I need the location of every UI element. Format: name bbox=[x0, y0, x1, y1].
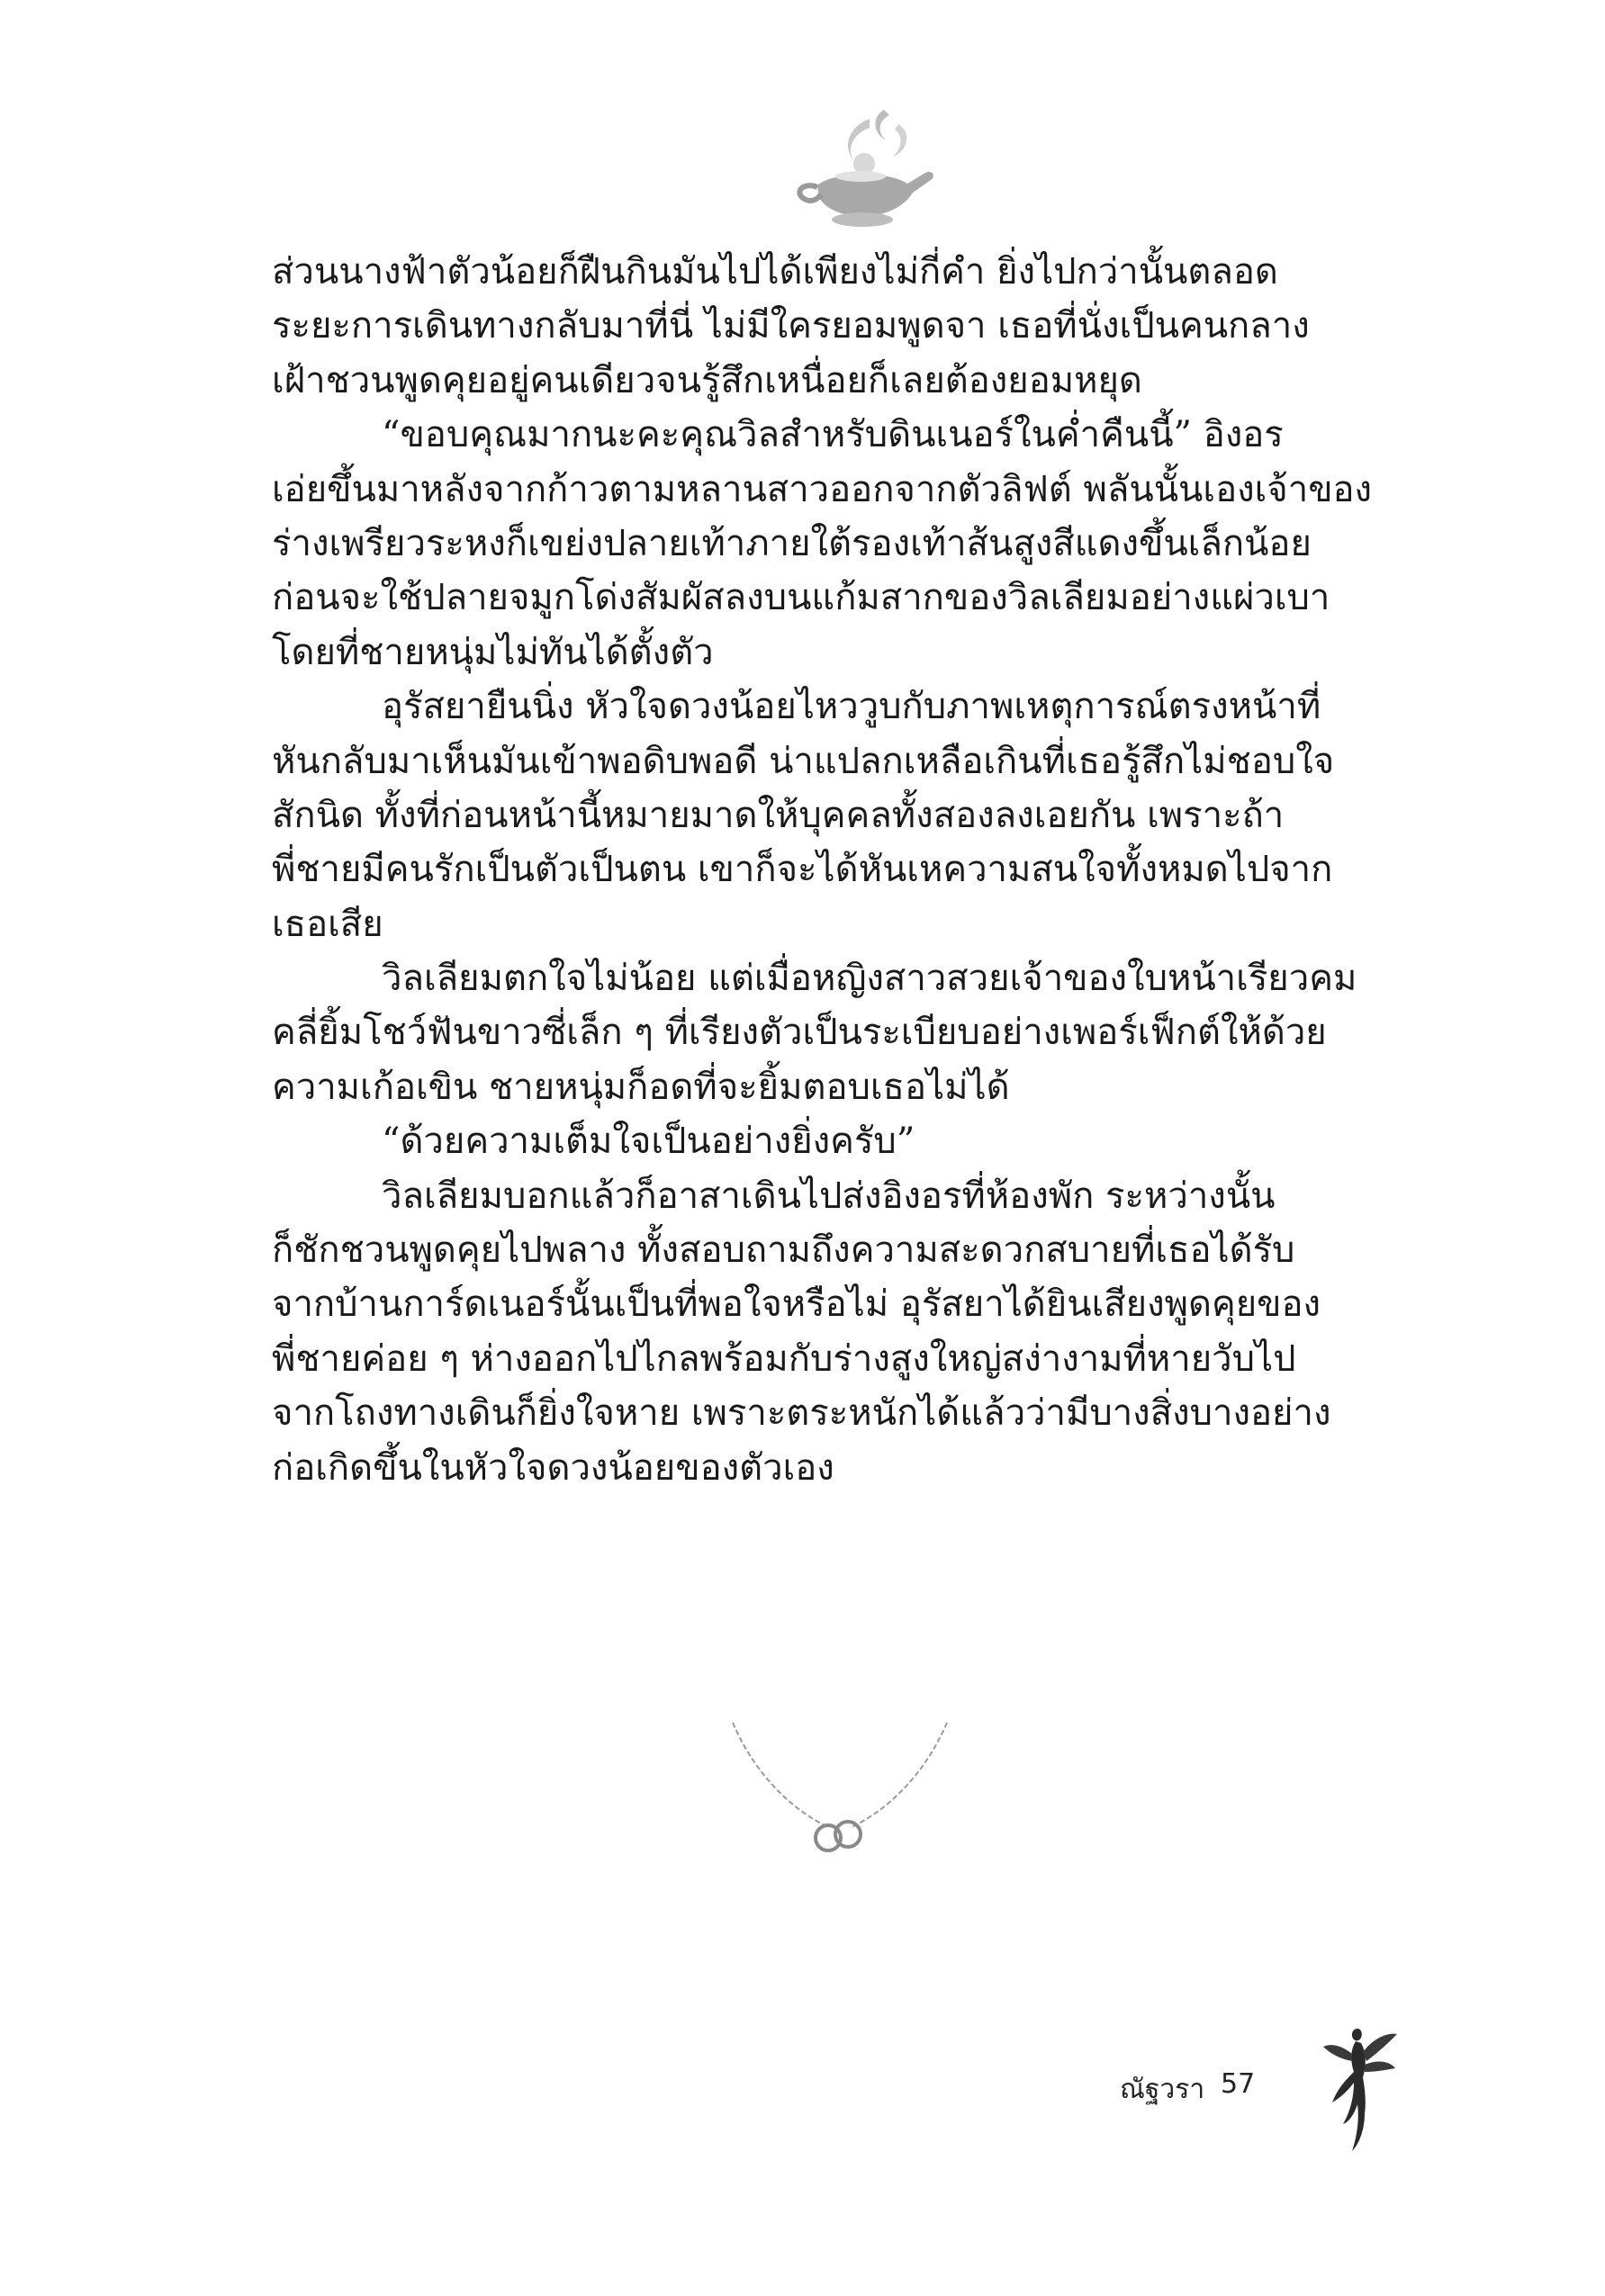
text-line: อุรัสยายืนนิ่ง หัวใจดวงน้อยไหววูบกับภาพเหตุการณ์ตรงหน้าที่ bbox=[382, 686, 1321, 728]
text-line: วิลเลียมตกใจไม่น้อย แต่เมื่อหญิงสาวสวยเจ้าของใบหน้าเรียวคม bbox=[382, 958, 1357, 1000]
text-line: พี่ชายค่อย ๆ ห่างออกไปไกลพร้อมกับร่างสูงใหญ่สง่างามที่หายวับไป bbox=[272, 1337, 1296, 1380]
text-line: “ขอบคุณมากนะคะคุณวิลสำหรับดินเนอร์ในค่ำคืนนี้” อิงอร bbox=[382, 414, 1284, 456]
text-line: จากโถงทางเดินก็ยิ่งใจหาย เพราะตระหนักได้แล้วว่ามีบางสิ่งบางอย่าง bbox=[272, 1392, 1331, 1435]
text-line: เฝ้าชวนพูดคุยอยู่คนเดียวจนรู้สึกเหนื่อยก็เลยต้องยอมหยุด bbox=[272, 359, 1142, 401]
text-line: ก็ชักชวนพูดคุยไปพลาง ทั้งสอบถามถึงความสะดวกสบายที่เธอได้รับ bbox=[272, 1229, 1295, 1272]
genie-lamp-icon bbox=[781, 101, 943, 236]
text-line: ก่อนจะใช้ปลายจมูกโด่งสัมผัสลงบนแก้มสากของวิลเลียมอย่างแผ่วเบา bbox=[272, 577, 1330, 619]
text-line: พี่ชายมีคนรักเป็นตัวเป็นตน เขาก็จะได้หันเหความสนใจทั้งหมดไปจาก bbox=[272, 849, 1333, 891]
text-line: คลี่ยิ้มโชว์ฟันขาวซี่เล็ก ๆ ที่เรียงตัวเป็นระเบียบอย่างเพอร์เฟ็กต์ให้ด้วย bbox=[272, 1012, 1327, 1054]
text-line: เธอเสีย bbox=[272, 903, 383, 945]
text-line: สักนิด ทั้งที่ก่อนหน้านี้หมายมาดให้บุคคลทั้งสองลงเอยกัน เพราะถ้า bbox=[272, 794, 1285, 836]
fairy-silhouette-icon bbox=[1311, 2025, 1401, 2160]
text-line: ร่างเพรียวระหงก็เขย่งปลายเท้าภายใต้รองเท้าส้นสูงสีแดงขึ้นเล็กน้อย bbox=[272, 522, 1312, 564]
text-line: ความเก้อเขิน ชายหนุ่มก็อดที่จะยิ้มตอบเธอไม่ได้ bbox=[272, 1066, 1010, 1108]
page-number: 57 bbox=[1221, 2068, 1256, 2100]
text-line: จากบ้านการ์ดเนอร์นั้นเป็นที่พอใจหรือไม่ อุรัสยาได้ยินเสียงพูดคุยของ bbox=[272, 1283, 1321, 1326]
text-line: ระยะการเดินทางกลับมาที่นี่ ไม่มีใครยอมพูดจา เธอที่นั่งเป็นคนกลาง bbox=[272, 305, 1310, 347]
author-name: ณัฐวรา bbox=[1120, 2074, 1205, 2105]
chapter-text bbox=[272, 245, 1415, 1495]
text-line: ก่อเกิดขึ้นในหัวใจดวงน้อยของตัวเอง bbox=[272, 1446, 834, 1489]
text-line: โดยที่ชายหนุ่มไม่ทันได้ตั้งตัว bbox=[272, 631, 714, 673]
necklace-rings-icon bbox=[727, 1719, 952, 1872]
text-line: “ด้วยความเต็มใจเป็นอย่างยิ่งครับ” bbox=[382, 1121, 915, 1163]
text-line: ส่วนนางฟ้าตัวน้อยก็ฝืนกินมันไปได้เพียงไม่กี่คำ ยิ่งไปกว่านั้นตลอด bbox=[272, 251, 1278, 293]
text-line: หันกลับมาเห็นมันเข้าพอดิบพอดี น่าแปลกเหลือเกินที่เธอรู้สึกไม่ชอบใจ bbox=[272, 740, 1335, 782]
text-line: วิลเลียมบอกแล้วก็อาสาเดินไปส่งอิงอรที่ห้องพัก ระหว่างนั้น bbox=[382, 1175, 1276, 1217]
text-line: เอ่ยขึ้นมาหลังจากก้าวตามหลานสาวออกจากตัวลิฟต์ พลันนั้นเองเจ้าของ bbox=[272, 468, 1373, 510]
